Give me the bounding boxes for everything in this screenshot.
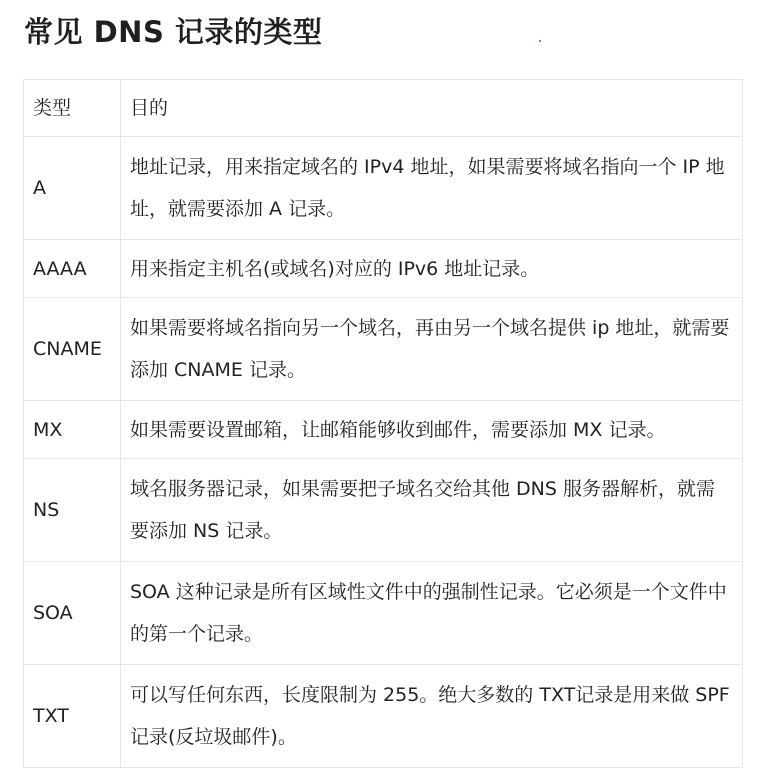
record-purpose-cell xyxy=(121,240,743,298)
record-type-cell: A xyxy=(24,137,121,240)
record-purpose-text: 域名服务器记录，如果需要把子域名交给其他 DNS 服务器解析，就需要添加 NS 记录。 xyxy=(130,478,715,542)
dns-record-table xyxy=(23,79,743,768)
record-purpose-text: 地址记录，用来指定域名的 IPv4 地址，如果需要将域名指向一个 IP 地址，就需要添加 A 记录。 xyxy=(130,156,725,220)
record-purpose-text: SOA 这种记录是所有区域性文件中的强制性记录。它必须是一个文件中的第一个记录。 xyxy=(130,581,727,645)
table-row xyxy=(24,459,743,562)
table-row xyxy=(24,401,743,459)
decorative-dot xyxy=(539,40,541,42)
record-purpose-cell xyxy=(121,459,743,562)
record-purpose-cell xyxy=(121,137,743,240)
table-row xyxy=(24,665,743,768)
record-purpose-text: 用来指定主机名(或域名)对应的 IPv6 地址记录。 xyxy=(130,257,540,280)
record-type-cell: MX xyxy=(24,401,121,459)
table-row xyxy=(24,298,743,401)
header-purpose: 目的 xyxy=(121,80,743,137)
page-title: 常见 DNS 记录的类型 xyxy=(24,15,323,49)
record-purpose-text: 如果需要设置邮箱，让邮箱能够收到邮件，需要添加 MX 记录。 xyxy=(130,418,666,441)
header-type: 类型 xyxy=(24,80,121,137)
record-purpose-text: 如果需要将域名指向另一个域名，再由另一个域名提供 ip 地址，就需要添加 CNAME 记录。 xyxy=(130,317,730,381)
record-type-cell: AAAA xyxy=(24,240,121,298)
table-header-row xyxy=(24,80,743,137)
record-purpose-cell xyxy=(121,401,743,459)
table-row xyxy=(24,240,743,298)
record-type-cell: TXT xyxy=(24,665,121,768)
record-purpose-cell xyxy=(121,665,743,768)
table-row xyxy=(24,137,743,240)
record-type-cell: NS xyxy=(24,459,121,562)
record-purpose-cell xyxy=(121,298,743,401)
record-type-cell: SOA xyxy=(24,562,121,665)
table-row xyxy=(24,562,743,665)
record-purpose-cell xyxy=(121,562,743,665)
record-type-cell: CNAME xyxy=(24,298,121,401)
record-purpose-text: 可以写任何东西，长度限制为 255。绝大多数的 TXT记录是用来做 SPF 记录(反垃圾邮件)。 xyxy=(130,684,730,748)
